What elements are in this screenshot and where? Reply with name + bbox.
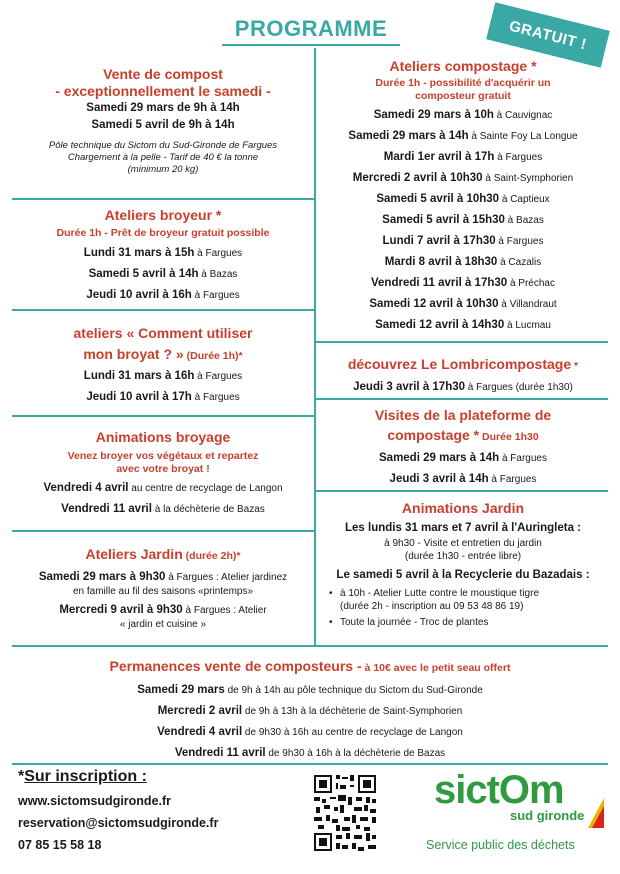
logo-tagline: Service public des déchets: [426, 838, 575, 852]
phone-number[interactable]: 07 85 15 58 18: [18, 838, 102, 852]
divider: [316, 490, 608, 492]
compostage-section: [318, 58, 608, 336]
broyeur-session: Samedi 5 avril à 14h à Bazas: [88, 268, 238, 280]
animations-broyage-session: Vendredi 11 avril à la déchèterie de Bazas: [61, 503, 265, 515]
compost-sale-subtitle: - exceptionnellement le samedi -: [55, 83, 271, 99]
animations-broyage-title: Animations broyage: [95, 429, 231, 445]
compost-sale-section: [14, 66, 312, 176]
broyat-section: [14, 325, 312, 408]
sictom-logo: [420, 768, 605, 858]
divider: [12, 198, 314, 200]
broyeur-session: Jeudi 10 avril à 16h à Fargues: [86, 289, 240, 301]
lombri-section: [318, 356, 608, 398]
broyat-session: Lundi 31 mars à 16h à Fargues: [83, 370, 243, 382]
compostage-session: Lundi 7 avril à 17h30 à Fargues: [382, 235, 544, 247]
contact-block: [18, 768, 298, 856]
broyat-title-line2: mon broyat ? » (Durée 1h)*: [83, 346, 243, 362]
animations-jardin-detail: (durée 1h30 - entrée libre): [404, 551, 522, 562]
compostage-session: Samedi 29 mars à 14h à Sainte Foy La Longue: [348, 130, 578, 142]
qr-code-graphic: [312, 773, 378, 853]
page-title: PROGRAMME: [222, 16, 400, 46]
logo-flag-icon: [586, 798, 604, 828]
broyat-title: ateliers « Comment utiliser: [73, 325, 253, 341]
compost-sale-note: Chargement à la pelle - Tarif de 40 € la tonne: [67, 152, 259, 163]
permanence-row: Vendredi 4 avril de 9h30 à 16h au centre de recyclage de Langon: [157, 726, 463, 738]
plateforme-title-line2: compostage * Durée 1h30: [387, 427, 539, 443]
jardin-ateliers-section: [14, 546, 312, 632]
divider: [12, 415, 314, 417]
jardin-session: Mercredi 9 avril à 9h30 à Fargues : Atelier: [59, 604, 267, 616]
jardin-session-detail: en famille au fil des saisons «printemps»: [72, 586, 254, 597]
divider: [316, 398, 608, 400]
logo-wordmark: sictOm: [434, 768, 564, 812]
plateforme-title: Visites de la plateforme de: [374, 407, 552, 423]
animations-broyage-session: Vendredi 4 avril au centre de recyclage de Langon: [43, 482, 283, 494]
plateforme-session: Jeudi 3 avril à 14h à Fargues: [389, 473, 537, 485]
animations-broyage-sub: Venez broyer vos végétaux et repartez: [67, 450, 259, 462]
free-badge: GRATUIT !: [486, 2, 610, 67]
divider: [316, 341, 608, 343]
compost-sale-title: Vente de compost: [103, 66, 223, 82]
inscription-heading: *Sur inscription :: [18, 768, 147, 785]
animations-jardin-detail: à 9h30 - Visite et entretien du jardin: [384, 538, 542, 549]
divider: [12, 645, 608, 647]
animations-jardin-group: Le samedi 5 avril à la Recyclerie du Bazadais :: [336, 569, 590, 581]
animations-jardin-bullet: • Toute la journée - Troc de plantes: [324, 616, 608, 629]
broyeur-section: [14, 207, 312, 306]
animations-jardin-bullet: • à 10h - Atelier Lutte contre le moustique tigre (durée 2h - inscription au 09 53 48 86 19): [324, 587, 608, 613]
permanences-section: [12, 658, 608, 764]
jardin-session: Samedi 29 mars à 9h30 à Fargues : Atelier jardinez: [38, 571, 288, 583]
jardin-session-detail: « jardin et cuisine »: [119, 619, 207, 630]
compostage-session: Samedi 5 avril à 10h30 à Captieux: [376, 193, 550, 205]
permanences-title: Permanences vente de composteurs - à 10€ avec le petit seau offert: [109, 658, 511, 674]
column-divider: [314, 48, 316, 645]
compostage-session: Samedi 29 mars à 10h à Cauvignac: [373, 109, 553, 121]
animations-jardin-section: [318, 500, 608, 629]
permanence-row: Samedi 29 mars de 9h à 14h au pôle technique du Sictom du Sud-Gironde: [137, 684, 483, 696]
qr-code[interactable]: [312, 773, 378, 853]
permanence-row: Mercredi 2 avril de 9h à 13h à la déchèterie de Saint-Symphorien: [157, 705, 463, 717]
broyeur-session: Lundi 31 mars à 15h à Fargues: [83, 247, 243, 259]
compostage-sub: composteur gratuit: [415, 90, 511, 102]
compost-sale-date: Samedi 5 avril de 9h à 14h: [91, 119, 235, 131]
compost-sale-note: Pôle technique du Sictom du Sud-Gironde de Fargues: [48, 140, 278, 151]
compostage-session: Mardi 8 avril à 18h30 à Cazalis: [384, 256, 542, 268]
animations-broyage-section: [14, 429, 312, 520]
website-link[interactable]: www.sictomsudgironde.fr: [18, 794, 172, 808]
lombri-title: découvrez Le Lombricompostage *: [347, 356, 579, 372]
animations-jardin-group: Les lundis 31 mars et 7 avril à l'Auringleta :: [344, 522, 581, 534]
compostage-session: Samedi 12 avril à 10h30 à Villandraut: [369, 298, 557, 310]
compostage-session: Samedi 5 avril à 15h30 à Bazas: [382, 214, 544, 226]
broyat-session: Jeudi 10 avril à 17h à Fargues: [86, 391, 240, 403]
broyeur-subtitle: Durée 1h - Prêt de broyeur gratuit possible: [56, 227, 270, 239]
broyeur-title: Ateliers broyeur *: [104, 207, 222, 223]
compost-sale-note: (minimum 20 kg): [127, 164, 199, 175]
compostage-session: Samedi 12 avril à 14h30 à Lucmau: [375, 319, 551, 331]
compostage-sub: Durée 1h - possibilité d'acquérir un: [375, 77, 551, 89]
email-link[interactable]: reservation@sictomsudgironde.fr: [18, 816, 219, 830]
permanence-row: Vendredi 11 avril de 9h30 à 16h à la déchèterie de Bazas: [174, 747, 446, 759]
lombri-session: Jeudi 3 avril à 17h30 à Fargues (durée 1h30): [353, 381, 573, 393]
animations-jardin-title: Animations Jardin: [401, 500, 525, 516]
logo-subtitle: sud gironde: [510, 808, 585, 823]
animations-broyage-sub: avec votre broyat !: [116, 463, 210, 475]
divider: [12, 530, 314, 532]
compostage-session: Mardi 1er avril à 17h à Fargues: [383, 151, 543, 163]
plateforme-section: [318, 407, 608, 490]
plateforme-session: Samedi 29 mars à 14h à Fargues: [379, 452, 547, 464]
compost-sale-date: Samedi 29 mars de 9h à 14h: [86, 102, 240, 114]
compostage-session: Mercredi 2 avril à 10h30 à Saint-Symphorien: [352, 172, 574, 184]
jardin-ateliers-title: Ateliers Jardin (durée 2h)*: [85, 546, 241, 562]
divider: [12, 309, 314, 311]
compostage-session: Vendredi 11 avril à 17h30 à Préchac: [371, 277, 555, 289]
compostage-title: Ateliers compostage *: [389, 58, 537, 74]
